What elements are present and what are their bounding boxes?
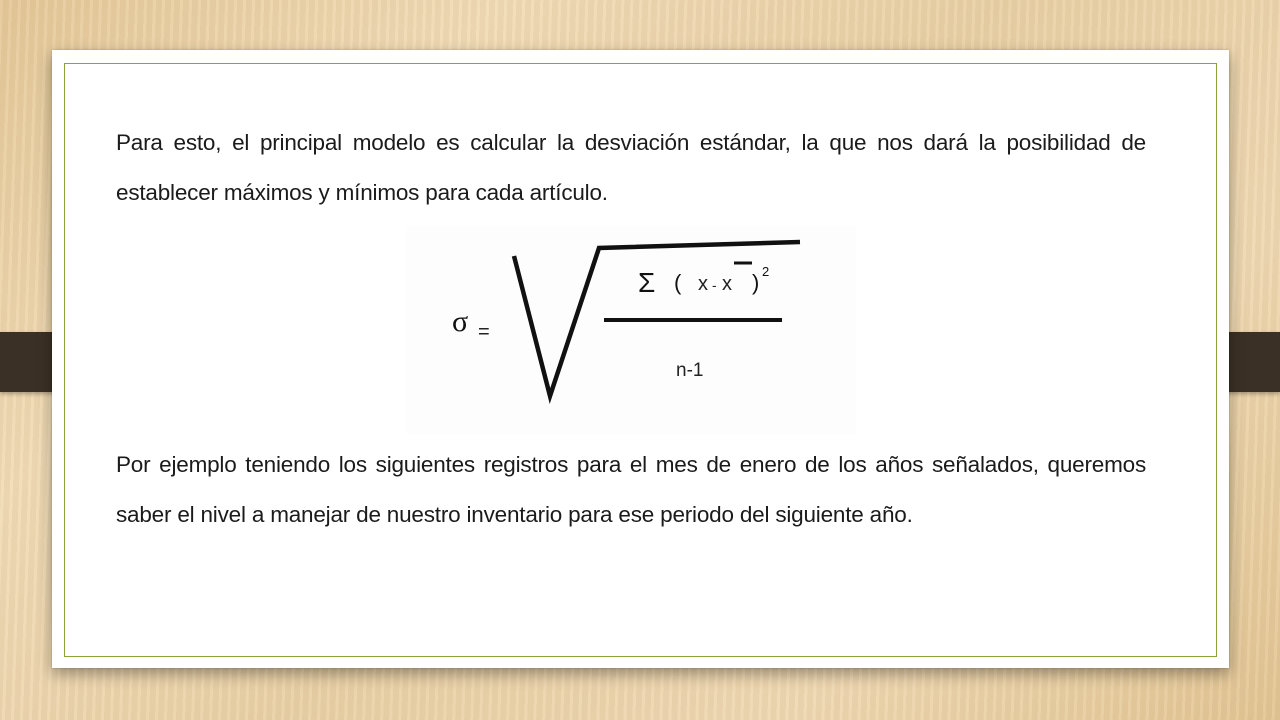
minus-sign: - bbox=[712, 277, 717, 293]
sigma-symbol: σ bbox=[452, 305, 469, 338]
summation-symbol: Σ bbox=[638, 267, 656, 298]
example-paragraph: Por ejemplo teniendo los siguientes registros para el mes de enero de los años señalados, queremos saber el nivel a manejar de nuestro inventario para ese periodo del siguiente año. bbox=[116, 452, 1146, 527]
formula-graphic bbox=[406, 226, 856, 434]
denominator: n-1 bbox=[676, 360, 704, 381]
exponent: 2 bbox=[762, 264, 770, 279]
std-deviation-formula bbox=[406, 226, 856, 434]
close-paren: ) bbox=[752, 270, 760, 295]
open-paren: ( bbox=[674, 270, 682, 295]
equals-sign: = bbox=[478, 321, 490, 343]
intro-paragraph: Para esto, el principal modelo es calcular la desviación estándar, la que nos dará la posibilidad de establecer máximos y mínimos para cada artículo. bbox=[116, 130, 1146, 205]
document-image bbox=[94, 106, 1182, 596]
mean-x: x bbox=[722, 273, 732, 295]
variable-x: x bbox=[698, 273, 708, 295]
